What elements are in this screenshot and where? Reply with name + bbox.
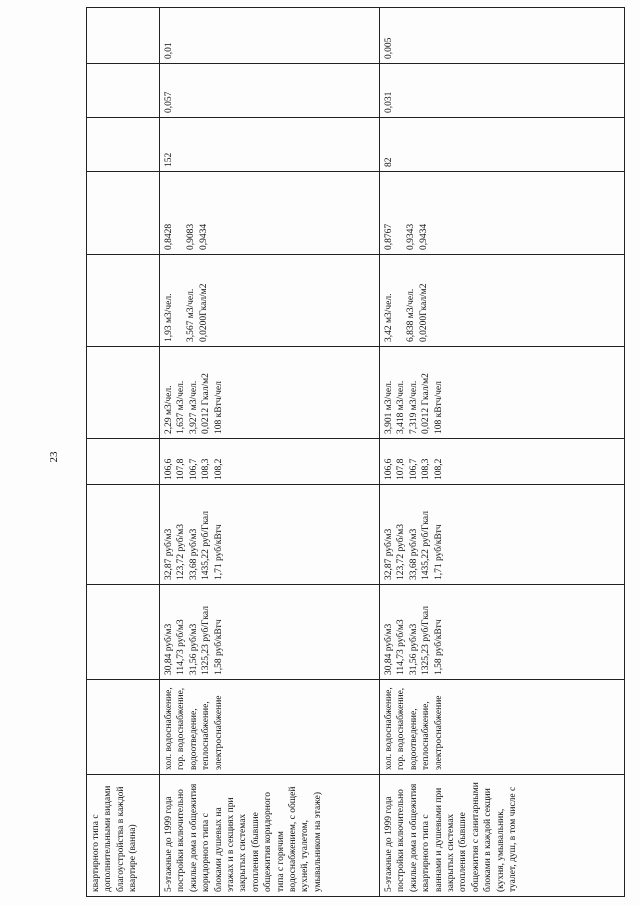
row2-coef: 0,8767 0,9343 0,9434 xyxy=(380,172,625,255)
row0-category: квартирного типа с дополнительными видами благоустройства в каждой квартире (ванна) xyxy=(87,775,160,897)
tariff-table xyxy=(86,7,625,897)
row0-cell xyxy=(87,485,160,585)
row1-col11: 0,01 xyxy=(160,8,380,64)
row1-index: 106,6 107,8 106,7 108,3 108,2 xyxy=(160,439,380,485)
row1-tariff-2012: 30,84 руб/м3 114,73 руб/м3 31,56 руб/м3 1325,23 руб/Гкал 1,58 руб/кВтч xyxy=(160,585,380,680)
row1-col9: 152 xyxy=(160,118,380,172)
row2-col10: 0,031 xyxy=(380,64,625,118)
row2-category: 5-этажные до 1999 года постройки включительно (жилые дома и общежития квартирного типа с ваннами и душевыми при закрытых системах отопления (бывшие общежития с санитарными блоками в каждой секции (кухня, умывальник, туалет, душ, в том числе с xyxy=(380,775,625,897)
page-number: 23 xyxy=(48,451,60,463)
row0-cell xyxy=(87,64,160,118)
table-row xyxy=(380,8,625,897)
table-row-top xyxy=(87,8,160,897)
row2-norms-2: 3,42 м3/чел. 6,838 м3/чел. 0,0200Гкал/м2 xyxy=(380,255,625,347)
row0-cell xyxy=(87,172,160,255)
row2-col11: 0,005 xyxy=(380,8,625,64)
row0-cell xyxy=(87,255,160,347)
row0-cell xyxy=(87,118,160,172)
row0-cell xyxy=(87,585,160,680)
row2-tariff-2013: 32,87 руб/м3 123,72 руб/м3 33,68 руб/м3 1435,22 руб/Гкал 1,71 руб/кВтч xyxy=(380,485,625,585)
row1-tariff-2013: 32,87 руб/м3 123,72 руб/м3 33,68 руб/м3 1435,22 руб/Гкал 1,71 руб/кВтч xyxy=(160,485,380,585)
row1-col10: 0,057 xyxy=(160,64,380,118)
table-row xyxy=(160,8,380,897)
row2-tariff-2012: 30,84 руб/м3 114,73 руб/м3 31,56 руб/м3 1325,23 руб/Гкал 1,58 руб/кВтч xyxy=(380,585,625,680)
row2-index: 106,6 107,8 106,7 108,3 108,2 xyxy=(380,439,625,485)
row1-category: 5-этажные до 1999 года постройки включительно (жилые дома и общежития коридорного типа с блоками душевых на этажах и в секциях при закрытых системах отопления (бывшие общежития коридорного типа с горячим водоснабжением, с общей кухней, туалетом, умывальником на этаже) xyxy=(160,775,380,897)
row0-cell xyxy=(87,8,160,64)
row1-coef: 0,8428 0,9083 0,9434 xyxy=(160,172,380,255)
row2-col9: 82 xyxy=(380,118,625,172)
row2-services: хол. водоснабжение, гор. водоснабжение, водоотведение, теплоснабжение, электроснабжение xyxy=(380,680,625,775)
tariff-table-sheet xyxy=(86,8,624,897)
row1-services: хол. водоснабжение, гор. водоснабжение, водоотведение, теплоснабжение, электроснабжение xyxy=(160,680,380,775)
row0-cell xyxy=(87,439,160,485)
row2-norms: 3,901 м3/чел. 3,418 м3/чел. 7,319 м3/чел. 0,0212 Гкал/м2 108 кВтч/чел xyxy=(380,347,625,439)
row0-cell xyxy=(87,347,160,439)
row1-norms-2: 1,93 м3/чел. 3,567 м3/чел. 0,0200Гкал/м2 xyxy=(160,255,380,347)
row0-cell xyxy=(87,680,160,775)
row1-norms: 2,29 м3/чел. 1,637 м3/чел. 3,927 м3/чел. 0,0212 Гкал/м2 108 кВтч/чел xyxy=(160,347,380,439)
